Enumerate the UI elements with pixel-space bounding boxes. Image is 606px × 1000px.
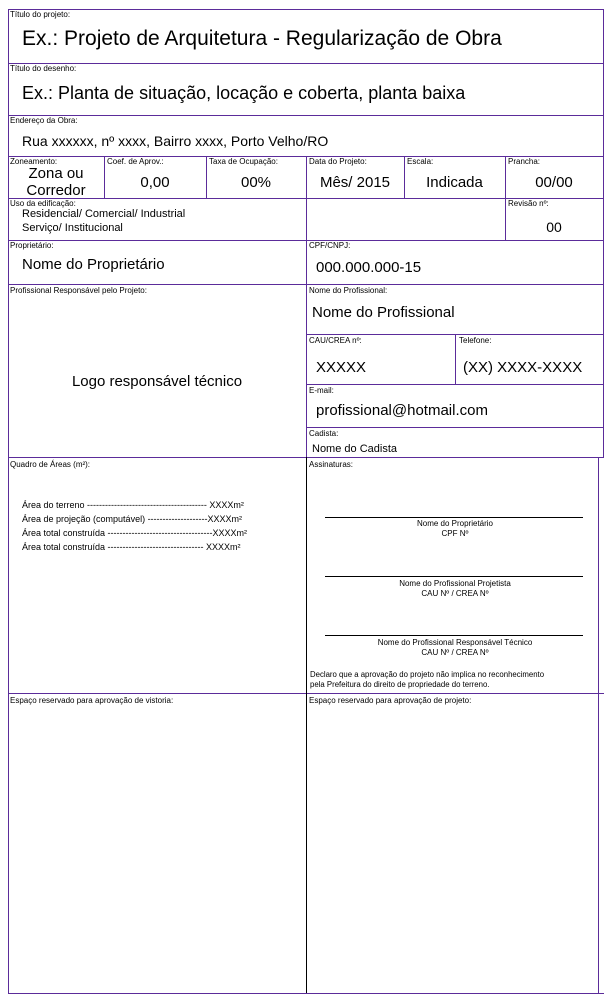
coef-value: 0,00 bbox=[140, 174, 170, 191]
usage-line-2: Serviço/ Institucional bbox=[22, 222, 123, 234]
signature-designer-name: Nome do Profissional Projetista bbox=[399, 579, 511, 588]
revision-value: 00 bbox=[546, 219, 562, 235]
label-revisao: Revisão nº: bbox=[508, 199, 549, 208]
area-row: Área total construída -------------------------------- XXXXm² bbox=[22, 542, 241, 552]
signature-designer-id: CAU Nº / CREA Nº bbox=[421, 589, 489, 598]
label-profissional-resp: Profissional Responsável pelo Projeto: bbox=[10, 286, 147, 295]
rule bbox=[8, 9, 9, 993]
label-coef: Coef. de Aprov.: bbox=[107, 157, 164, 166]
label-escala: Escala: bbox=[407, 157, 434, 166]
professional-name: Nome do Profissional bbox=[312, 304, 455, 321]
label-data: Data do Projeto: bbox=[309, 157, 367, 166]
declaration-line-2: pela Prefeitura do direito de propriedade do terreno. bbox=[310, 680, 490, 689]
phone-value: (XX) XXXX-XXXX bbox=[463, 359, 583, 376]
cpf-value: 000.000.000-15 bbox=[316, 259, 422, 276]
label-cpf-cnpj: CPF/CNPJ: bbox=[309, 241, 351, 250]
label-assinaturas: Assinaturas: bbox=[309, 460, 354, 469]
rule bbox=[8, 63, 604, 64]
scale-value: Indicada bbox=[426, 174, 483, 191]
email-value: profissional@hotmail.com bbox=[316, 402, 488, 419]
rule bbox=[8, 9, 604, 10]
rule bbox=[455, 334, 456, 384]
label-telefone: Telefone: bbox=[459, 336, 492, 345]
address-value: Rua xxxxxx, nº xxxx, Bairro xxxx, Porto Velho/RO bbox=[22, 133, 329, 149]
drawing-title: Ex.: Planta de situação, locação e coberta, planta baixa bbox=[22, 83, 466, 103]
label-vistoria: Espaço reservado para aprovação de vistoria: bbox=[10, 696, 174, 705]
logo-placeholder: Logo responsável técnico bbox=[71, 373, 243, 390]
signature-line bbox=[325, 635, 583, 636]
rule bbox=[306, 427, 604, 428]
label-quadro-areas: Quadro de Áreas (m²): bbox=[10, 460, 91, 469]
rule bbox=[306, 384, 604, 385]
label-zoneamento: Zoneamento: bbox=[10, 157, 58, 166]
signature-line bbox=[325, 576, 583, 577]
taxa-value: 00% bbox=[240, 174, 272, 191]
declaration-line-1: Declaro que a aprovação do projeto não implica no reconhecimento bbox=[310, 670, 545, 679]
label-cau-crea: CAU/CREA nº: bbox=[309, 336, 362, 345]
project-title: Ex.: Projeto de Arquitetura - Regularização de Obra bbox=[22, 27, 502, 50]
rule bbox=[8, 993, 604, 994]
signature-owner-name: Nome do Proprietário bbox=[416, 519, 494, 528]
owner-value: Nome do Proprietário bbox=[22, 256, 165, 273]
label-prancha: Prancha: bbox=[508, 157, 541, 166]
label-aprov-projeto: Espaço reservado para aprovação de projeto: bbox=[309, 696, 472, 705]
label-proprietario: Proprietário: bbox=[10, 241, 54, 250]
signature-technician-name: Nome do Profissional Responsável Técnico bbox=[377, 638, 533, 647]
signature-line bbox=[325, 517, 583, 518]
label-nome-profissional: Nome do Profissional: bbox=[309, 286, 388, 295]
area-row: Área de projeção (computável) --------------------XXXXm² bbox=[22, 514, 243, 524]
date-value: Mês/ 2015 bbox=[319, 174, 391, 191]
signature-technician-id: CAU Nº / CREA Nº bbox=[421, 648, 489, 657]
area-row: Área total construída -----------------------------------XXXXm² bbox=[22, 528, 247, 538]
usage-line-1: Residencial/ Comercial/ Industrial bbox=[22, 208, 186, 220]
signature-owner-id: CPF Nº bbox=[441, 529, 469, 538]
label-email: E-mail: bbox=[309, 386, 334, 395]
label-cadista: Cadista: bbox=[309, 429, 339, 438]
sheet-value: 00/00 bbox=[535, 174, 573, 191]
label-taxa: Taxa de Ocupação: bbox=[209, 157, 278, 166]
label-endereco: Endereço da Obra: bbox=[10, 116, 78, 125]
label-uso: Uso da edificação: bbox=[10, 199, 76, 208]
cau-crea-value: XXXXX bbox=[316, 359, 367, 376]
area-row: Área do terreno ---------------------------------------- XXXXm² bbox=[22, 500, 244, 510]
zoning-line-1: Zona ou bbox=[28, 165, 84, 182]
label-titulo-desenho: Título do desenho: bbox=[10, 64, 77, 73]
cadista-value: Nome do Cadista bbox=[312, 443, 397, 455]
label-titulo-projeto: Título do projeto: bbox=[10, 10, 71, 19]
zoning-line-2: Corredor bbox=[26, 182, 86, 199]
rule bbox=[306, 156, 307, 457]
rule bbox=[8, 115, 604, 116]
rule bbox=[603, 9, 604, 457]
